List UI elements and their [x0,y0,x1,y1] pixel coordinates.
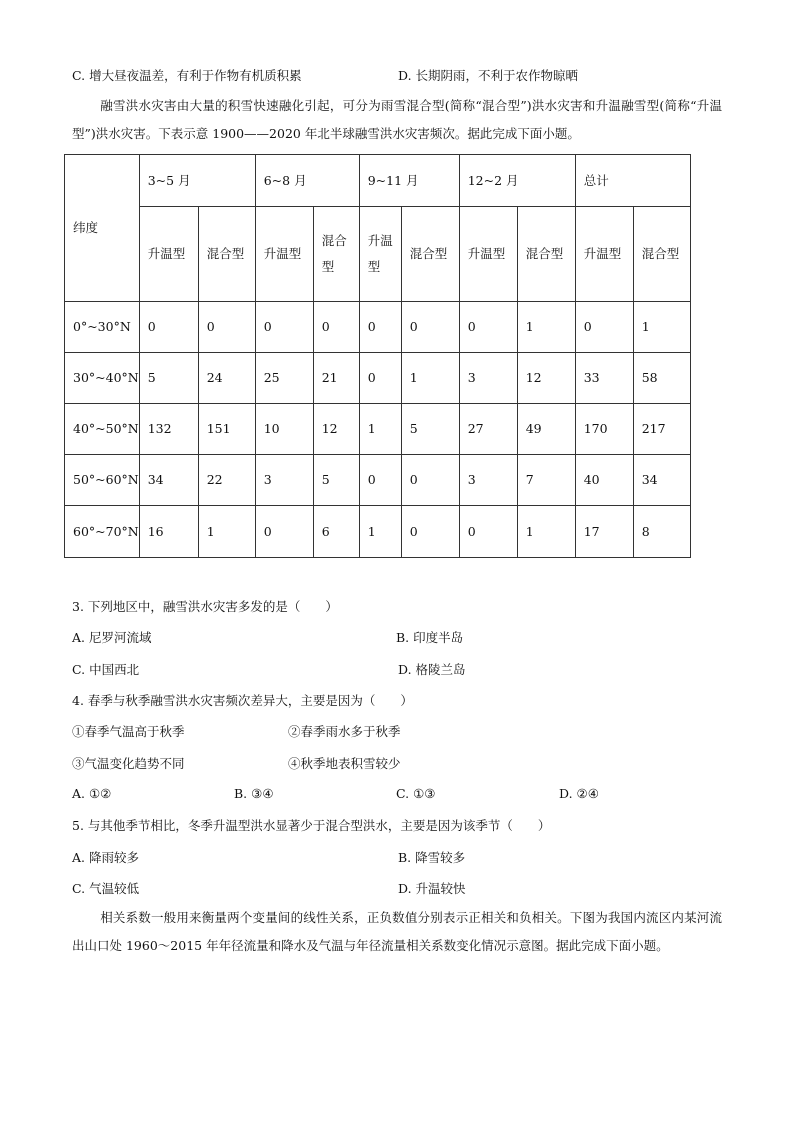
value-cell: 0 [139,302,198,353]
value-cell: 1 [401,353,459,404]
question-4-option-c: C. ①③ [396,786,436,801]
question-4-option-b: B. ③④ [234,786,274,801]
type-header: 混合型 [517,207,575,302]
season-header: 12~2 月 [459,155,575,207]
value-cell: 58 [633,353,690,404]
question-4-statement-4: ④秋季地表积雪较少 [288,756,401,771]
table-row [65,506,691,558]
value-cell: 217 [633,404,690,455]
value-cell: 24 [198,353,255,404]
type-header-wrapped: 升温型 [359,207,401,302]
value-cell: 1 [633,302,690,353]
question-4-statement-2: ②春季雨水多于秋季 [288,724,401,739]
question-4-option-a: A. ①② [72,786,112,801]
value-cell: 5 [313,455,359,506]
value-cell: 170 [575,404,633,455]
flood-frequency-table [64,154,691,558]
table-row [65,404,691,455]
value-cell: 0 [359,302,401,353]
question-3-option-a: A. 尼罗河流域 [72,630,152,645]
intro-paragraph-2 [72,904,722,960]
type-header: 混合型 [401,207,459,302]
type-header: 升温型 [459,207,517,302]
question-3-option-b: B. 印度半岛 [396,630,464,645]
value-cell: 0 [575,302,633,353]
value-cell: 6 [313,506,359,558]
value-cell: 0 [401,455,459,506]
value-cell: 5 [139,353,198,404]
value-cell: 3 [459,353,517,404]
value-cell: 25 [255,353,313,404]
value-cell: 1 [517,506,575,558]
value-cell: 22 [198,455,255,506]
value-cell: 12 [313,404,359,455]
question-5-option-c: C. 气温较低 [72,881,140,896]
value-cell: 1 [359,404,401,455]
intro-text-1: 融雪洪水灾害由大量的积雪快速融化引起，可分为雨雪混合型(简称“混合型”)洪水灾害和升温融雪型(简称“升温型”)洪水灾害。下表示意 1900——2020 年北半球融雪洪水灾害频次。据此完成下面小题。 [72,98,722,141]
question-5-option-b: B. 降雪较多 [398,850,466,865]
value-cell: 7 [517,455,575,506]
value-cell: 3 [459,455,517,506]
question-5-stem: 5. 与其他季节相比，冬季升温型洪水显著少于混合型洪水，主要是因为该季节（ ） [72,818,551,833]
value-cell: 0 [359,353,401,404]
intro-paragraph-1 [72,92,722,148]
question-4-stem: 4. 春季与秋季融雪洪水灾害频次差异大，主要是因为（ ） [72,693,413,708]
value-cell: 132 [139,404,198,455]
value-cell: 0 [459,302,517,353]
value-cell: 16 [139,506,198,558]
value-cell: 0 [313,302,359,353]
value-cell: 40 [575,455,633,506]
question-3-option-c: C. 中国西北 [72,662,140,677]
season-header: 3~5 月 [139,155,255,207]
value-cell: 1 [517,302,575,353]
value-cell: 21 [313,353,359,404]
value-cell: 1 [359,506,401,558]
type-header: 混合型 [198,207,255,302]
type-header-row [65,207,691,302]
question-4-statement-1: ①春季气温高于秋季 [72,724,185,739]
type-header: 混合型 [633,207,690,302]
question-3-stem: 3. 下列地区中，融雪洪水灾害多发的是（ ） [72,599,338,614]
value-cell: 34 [633,455,690,506]
value-cell: 1 [198,506,255,558]
value-cell: 0 [459,506,517,558]
value-cell: 0 [255,506,313,558]
value-cell: 0 [198,302,255,353]
value-cell: 10 [255,404,313,455]
latitude-cell: 50°~60°N [65,455,140,506]
type-header: 升温型 [139,207,198,302]
prev-option-d: D. 长期阴雨，不利于农作物晾晒 [398,68,579,83]
value-cell: 0 [401,506,459,558]
value-cell: 3 [255,455,313,506]
value-cell: 49 [517,404,575,455]
question-5-option-d: D. 升温较快 [398,881,466,896]
value-cell: 34 [139,455,198,506]
season-header: 9~11 月 [359,155,459,207]
table-row [65,353,691,404]
latitude-cell: 0°~30°N [65,302,140,353]
season-header: 总计 [575,155,690,207]
value-cell: 17 [575,506,633,558]
value-cell: 151 [198,404,255,455]
value-cell: 33 [575,353,633,404]
value-cell: 8 [633,506,690,558]
prev-option-c: C. 增大昼夜温差，有利于作物有机质积累 [72,68,302,83]
value-cell: 27 [459,404,517,455]
latitude-header: 纬度 [65,155,140,302]
value-cell: 5 [401,404,459,455]
type-header-wrapped: 混合型 [313,207,359,302]
question-4-statement-3: ③气温变化趋势不同 [72,756,185,771]
question-3-option-d: D. 格陵兰岛 [398,662,466,677]
question-4-option-d: D. ②④ [559,786,599,801]
season-header: 6~8 月 [255,155,359,207]
type-header: 升温型 [575,207,633,302]
latitude-cell: 60°~70°N [65,506,140,558]
table-row [65,302,691,353]
intro-text-2: 相关系数一般用来衡量两个变量间的线性关系，正负数值分别表示正相关和负相关。下图为我国内流区内某河流出山口处 1960～2015 年年径流量和降水及气温与年径流量相关系数变化情况示意图。据此完成下面小题。 [72,910,722,953]
value-cell: 12 [517,353,575,404]
season-header-row [65,155,691,207]
value-cell: 0 [401,302,459,353]
table-row [65,455,691,506]
question-5-option-a: A. 降雨较多 [72,850,139,865]
latitude-cell: 40°~50°N [65,404,140,455]
value-cell: 0 [359,455,401,506]
type-header: 升温型 [255,207,313,302]
latitude-cell: 30°~40°N [65,353,140,404]
value-cell: 0 [255,302,313,353]
